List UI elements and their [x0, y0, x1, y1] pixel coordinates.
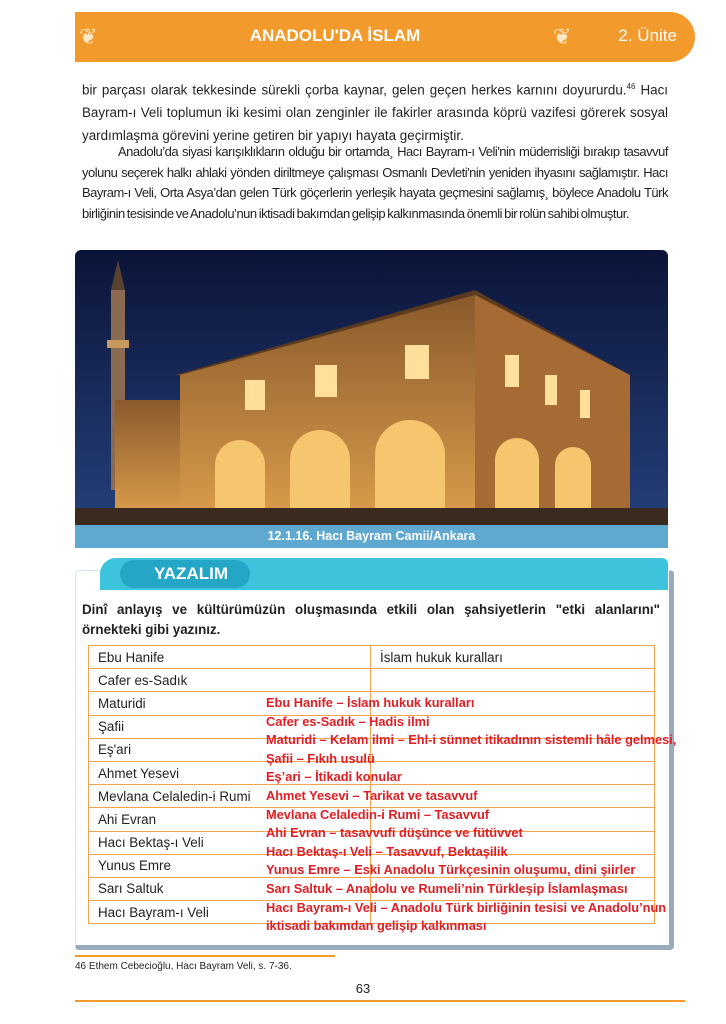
answer-line: Maturidi – Kelam ilmi – Ehl-i sünnet itikadının sistemli hâle gelmesi, — [266, 732, 677, 748]
answer-line: Hacı Bayram-ı Veli – Anadolu Türk birliğinin tesisi ve Anadolu’nun — [266, 899, 667, 915]
person-cell: Mevlana Celaledin-i Rumi — [89, 785, 371, 808]
person-cell: Eş'ari — [89, 738, 371, 761]
table-row — [89, 669, 655, 692]
person-cell: Sarı Saltuk — [89, 877, 371, 900]
exercise-question: Dinî anlayış ve kültürümüzün oluşmasında etkili olan şahsiyetlerin "etki alanlarını" örnekteki gibi yazınız. — [82, 602, 660, 637]
person-cell: Ahi Evran — [89, 808, 371, 831]
influence-cell: İslam hukuk kuralları — [371, 646, 655, 669]
answer-line: iktisadi bakımdan gelişip kalkınması — [266, 918, 487, 934]
page-footer-divider — [75, 1000, 685, 1002]
mosque-photo — [75, 250, 668, 525]
photo-caption: 12.1.16. Hacı Bayram Camii/Ankara — [75, 525, 668, 548]
handwritten-answers — [266, 694, 676, 936]
answer-line: Şafii – Fıkıh usulü — [266, 750, 375, 766]
answer-line: Sarı Saltuk – Anadolu ve Rumeli’nin Türkleşip İslamlaşması — [266, 880, 628, 896]
unit-label: 2. Ünite — [618, 26, 677, 45]
page-number: 63 — [355, 981, 371, 996]
answer-line: Yunus Emre – Eski Anadolu Türkçesinin oluşumu, dini şiirler — [266, 862, 636, 878]
answer-line: Cafer es-Sadık – Hadis ilmi — [266, 713, 430, 729]
ornament-icon: ❦ — [79, 24, 98, 49]
person-cell: Hacı Bektaş-ı Veli — [89, 831, 371, 854]
ornament-icon: ❦ — [553, 24, 572, 49]
person-cell: Şafii — [89, 715, 371, 738]
chapter-header — [75, 12, 695, 62]
answer-line: Ebu Hanife – İslam hukuk kuralları — [266, 695, 475, 710]
chapter-title: ANADOLU'DA İSLAM — [249, 26, 421, 45]
answer-line: Ahmet Yesevi – Tarikat ve tasavvuf — [266, 787, 478, 803]
table-row — [89, 646, 655, 669]
paragraph-1: bir parçası olarak tekkesinde sürekli çorba kaynar, gelen geçen herkes karnını doyururdu.$^{46}$ Hacı Bayram-ı Veli toplumun iki kesimi olan zenginler ile fakirler arasında köprü vazifesi görerek sosyal yardımlaşma görevini yerine getiren bir yapıyı hayata geçirmiştir. — [82, 82, 668, 144]
footnote-divider — [75, 955, 335, 957]
influence-cell — [371, 669, 655, 692]
answer-line: Ahi Evran – tasavvufi düşünce ve fütüvvet — [266, 825, 523, 841]
answer-line: Hacı Bektaş-ı Veli – Tasavvuf, Bektaşilik — [266, 843, 508, 859]
answer-line: Mevlana Celaledin-i Rumi – Tasavvuf — [266, 806, 490, 822]
person-cell: Hacı Bayram-ı Veli — [89, 901, 371, 924]
exercise-header — [100, 558, 668, 590]
exercise-title: YAZALIM — [120, 560, 250, 588]
person-cell: Maturidi — [89, 692, 371, 715]
person-cell: Ahmet Yesevi — [89, 761, 371, 784]
paragraph-2: Anadolu’da siyasi karışıklıkların olduğu bir ortamda¸ Hacı Bayram-ı Veli'nin müderrisliği bırakıp tasavvuf yolunu seçerek halkı ahlaki yönden diriltmeye çalışması Osmanlı Devleti'nin yeniden ihyasını sağlamıştır. Hacı Bayram-ı Veli, Orta Asya’dan gelen Türk göçerlerin yerleşik hayata geçmesini sağlamış¸ böylece Anadolu Türk birliğinin tesisinde ve Anadolu’nun iktisadi bakımdan gelişip kalkınmasında önemli bir rolün sahibi olmuştur. — [82, 144, 668, 221]
answer-line: Eş’ari – İtikadi konular — [266, 769, 402, 785]
person-cell: Cafer es-Sadık — [89, 669, 371, 692]
footnote: 46 Ethem Cebecioğlu, Hacı Bayram Veli, s. 7-36. — [75, 961, 292, 972]
person-cell: Yunus Emre — [89, 854, 371, 877]
person-cell: Ebu Hanife — [89, 646, 371, 669]
